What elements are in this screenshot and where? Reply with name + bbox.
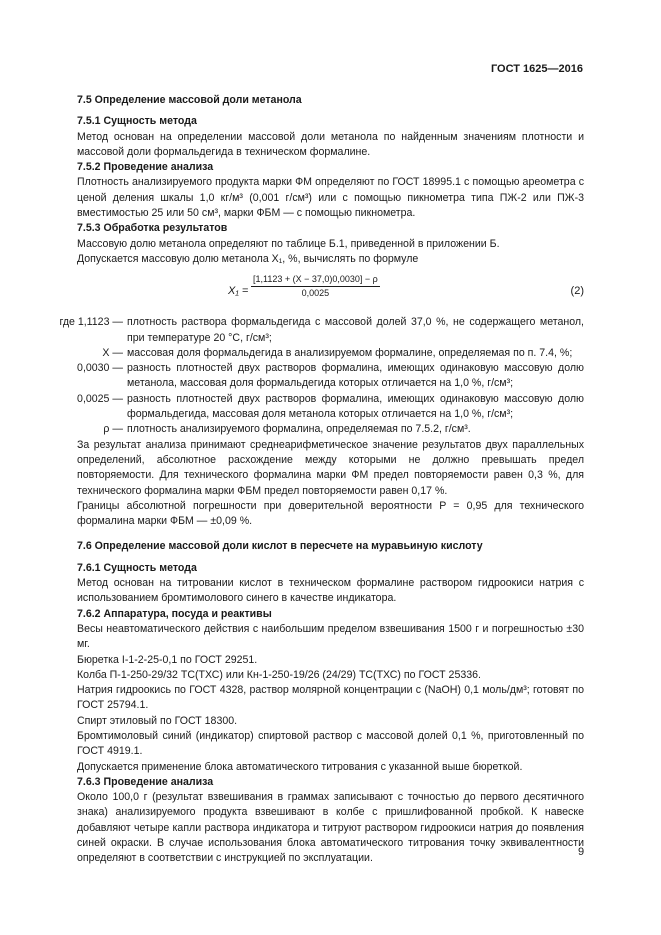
formula-lhs: X₁ = xyxy=(228,285,249,298)
legend-symbol: 0,0025 — xyxy=(77,392,123,405)
result-paragraph: За результат анализа принимают среднеарифметическое значение результатов двух параллельных определений, абсолютное расхождение между которыми не должно превышать предел повторяемости. Для технического формалина марки ФМ предел повторяемости равен 0,3 %, для технического формалина марки ФБМ предел повторяемости равен 0,17 %. xyxy=(77,438,584,497)
section-7-6-3-text: Около 100,0 г (результат взвешивания в граммах записывают с точностью до первого десятичного знака) анализируемого продукта взвешивают в колбе с пришлифованной пробкой. К навеске добавляют четыре капли раствора индикатора и титруют раствором гидроокиси натрия до появления синей окраски. В случае использования блока автоматического титрования точку эквивалентности определяют в соответствии с инструкцией по эксплуатации. xyxy=(77,791,584,865)
section-7-5-2-heading: 7.5.2 Проведение анализа xyxy=(77,161,214,174)
legend-text: разность плотностей двух растворов формалина, имеющих одинаковую массовую долю формальдегида, массовая доля метанола которых отличается на 1,0 %, г/см³; xyxy=(127,392,584,421)
legend-row xyxy=(47,392,584,423)
section-7-5-3-text-1: Массовую долю метанола определяют по таблице Б.1, приведенной в приложении Б. xyxy=(77,237,500,250)
section-7-6-1-heading: 7.6.1 Сущность метода xyxy=(77,561,197,574)
section-7-5-1-text: Метод основан на определении массовой доли метанола по найденным значениям плотности и массовой доли формальдегида в техническом формалине. xyxy=(77,130,584,158)
section-7-5-3-text-2: Допускается массовую долю метанола X₁, %, вычислять по формуле xyxy=(77,252,419,265)
legend-row xyxy=(47,361,584,392)
legend-row xyxy=(47,346,584,361)
standard-designation: ГОСТ 1625—2016 xyxy=(490,63,583,75)
legend-row xyxy=(47,422,584,437)
equipment-item: Колба П-1-250-29/32 ТС(ТХС) или Кн-1-250-19/26 (24/29) ТС(ТХС) по ГОСТ 25336. xyxy=(77,668,481,681)
equipment-item: Натрия гидроокись по ГОСТ 4328, раствор молярной концентрации c (NaOH) 0,1 моль/дм³; готовят по ГОСТ 25794.1. xyxy=(77,684,584,712)
formula-fraction xyxy=(251,273,380,300)
page-number: 9 xyxy=(578,846,585,858)
legend-symbol: X — xyxy=(102,346,123,359)
page-body xyxy=(59,93,584,867)
equipment-item: Спирт этиловый по ГОСТ 18300. xyxy=(77,714,238,727)
legend-text: разность плотностей двух растворов формалина, имеющих одинаковую массовую долю метанола, массовая доля формальдегида которых отличается на 1,0 %, г/см³; xyxy=(127,362,584,390)
section-7-5-heading: 7.5 Определение массовой доли метанола xyxy=(77,94,302,106)
legend-row xyxy=(47,315,584,346)
section-7-6-2-heading: 7.6.2 Аппаратура, посуда и реактивы xyxy=(77,607,272,620)
section-7-6-1-text: Метод основан на титровании кислот в техническом формалине раствором гидроокиси натрия с использованием бромтимолового синего в качестве индикатора. xyxy=(77,577,584,605)
section-7-6-heading: 7.6 Определение массовой доли кислот в пересчете на муравьиную кислоту xyxy=(77,540,483,553)
legend-symbol: 0,0030 — xyxy=(77,362,123,375)
legend-symbol: ρ — xyxy=(103,423,123,436)
section-7-5-1-heading: 7.5.1 Сущность метода xyxy=(77,115,197,128)
legend-text: массовая доля формальдегида в анализируемом формалине, определяемая по п. 7.4, %; xyxy=(127,346,573,359)
limits-paragraph: Границы абсолютной погрешности при доверительной вероятности P = 0,95 для технического формалина марки ФБМ — ±0,09 %. xyxy=(77,499,584,528)
formula-legend xyxy=(47,315,584,437)
legend-text: плотность раствора формальдегида с массовой долей 37,0 %, не содержащего метанол, при температуре 20 °С, г/см³; xyxy=(127,316,584,344)
section-7-5-3-heading: 7.5.3 Обработка результатов xyxy=(77,222,228,235)
legend-text: плотность анализируемого формалина, определяемая по 7.5.2, г/см³. xyxy=(127,423,471,436)
equipment-item: Бюретка I-1-2-25-0,1 по ГОСТ 29251. xyxy=(77,653,258,666)
equipment-item: Бромтимоловый синий (индикатор) спиртовой раствор с массовой долей 0,1 %, приготовленный по ГОСТ 4919.1. xyxy=(77,729,584,758)
formula-2 xyxy=(77,271,584,311)
equipment-item: Допускается применение блока автоматического титрования с указанной выше бюреткой. xyxy=(77,760,523,773)
equipment-item: Весы неавтоматического действия с наибольшим пределом взвешивания 1500 г и погрешностью ±30 мг. xyxy=(77,622,584,651)
formula-number: (2) xyxy=(570,285,584,298)
legend-symbol: где 1,1123 — xyxy=(59,316,123,329)
formula-denominator: 0,0025 xyxy=(301,288,330,299)
section-7-6-3-heading: 7.6.3 Проведение анализа xyxy=(77,775,214,788)
section-7-5-2-text: Плотность анализируемого продукта марки ФМ определяют по ГОСТ 18995.1 с помощью ареометра с ценой деления шкалы 1,0 кг/м³ (0,001 г/см³) или с помощью пикнометра типа ПЖ-2 или ПЖ-3 вместимостью 25 или 50 см³, марки ФБМ — с помощью пикнометра. xyxy=(77,176,584,220)
formula-numerator: [1,1123 + (X − 37,0)0,0030] − ρ xyxy=(251,273,380,287)
